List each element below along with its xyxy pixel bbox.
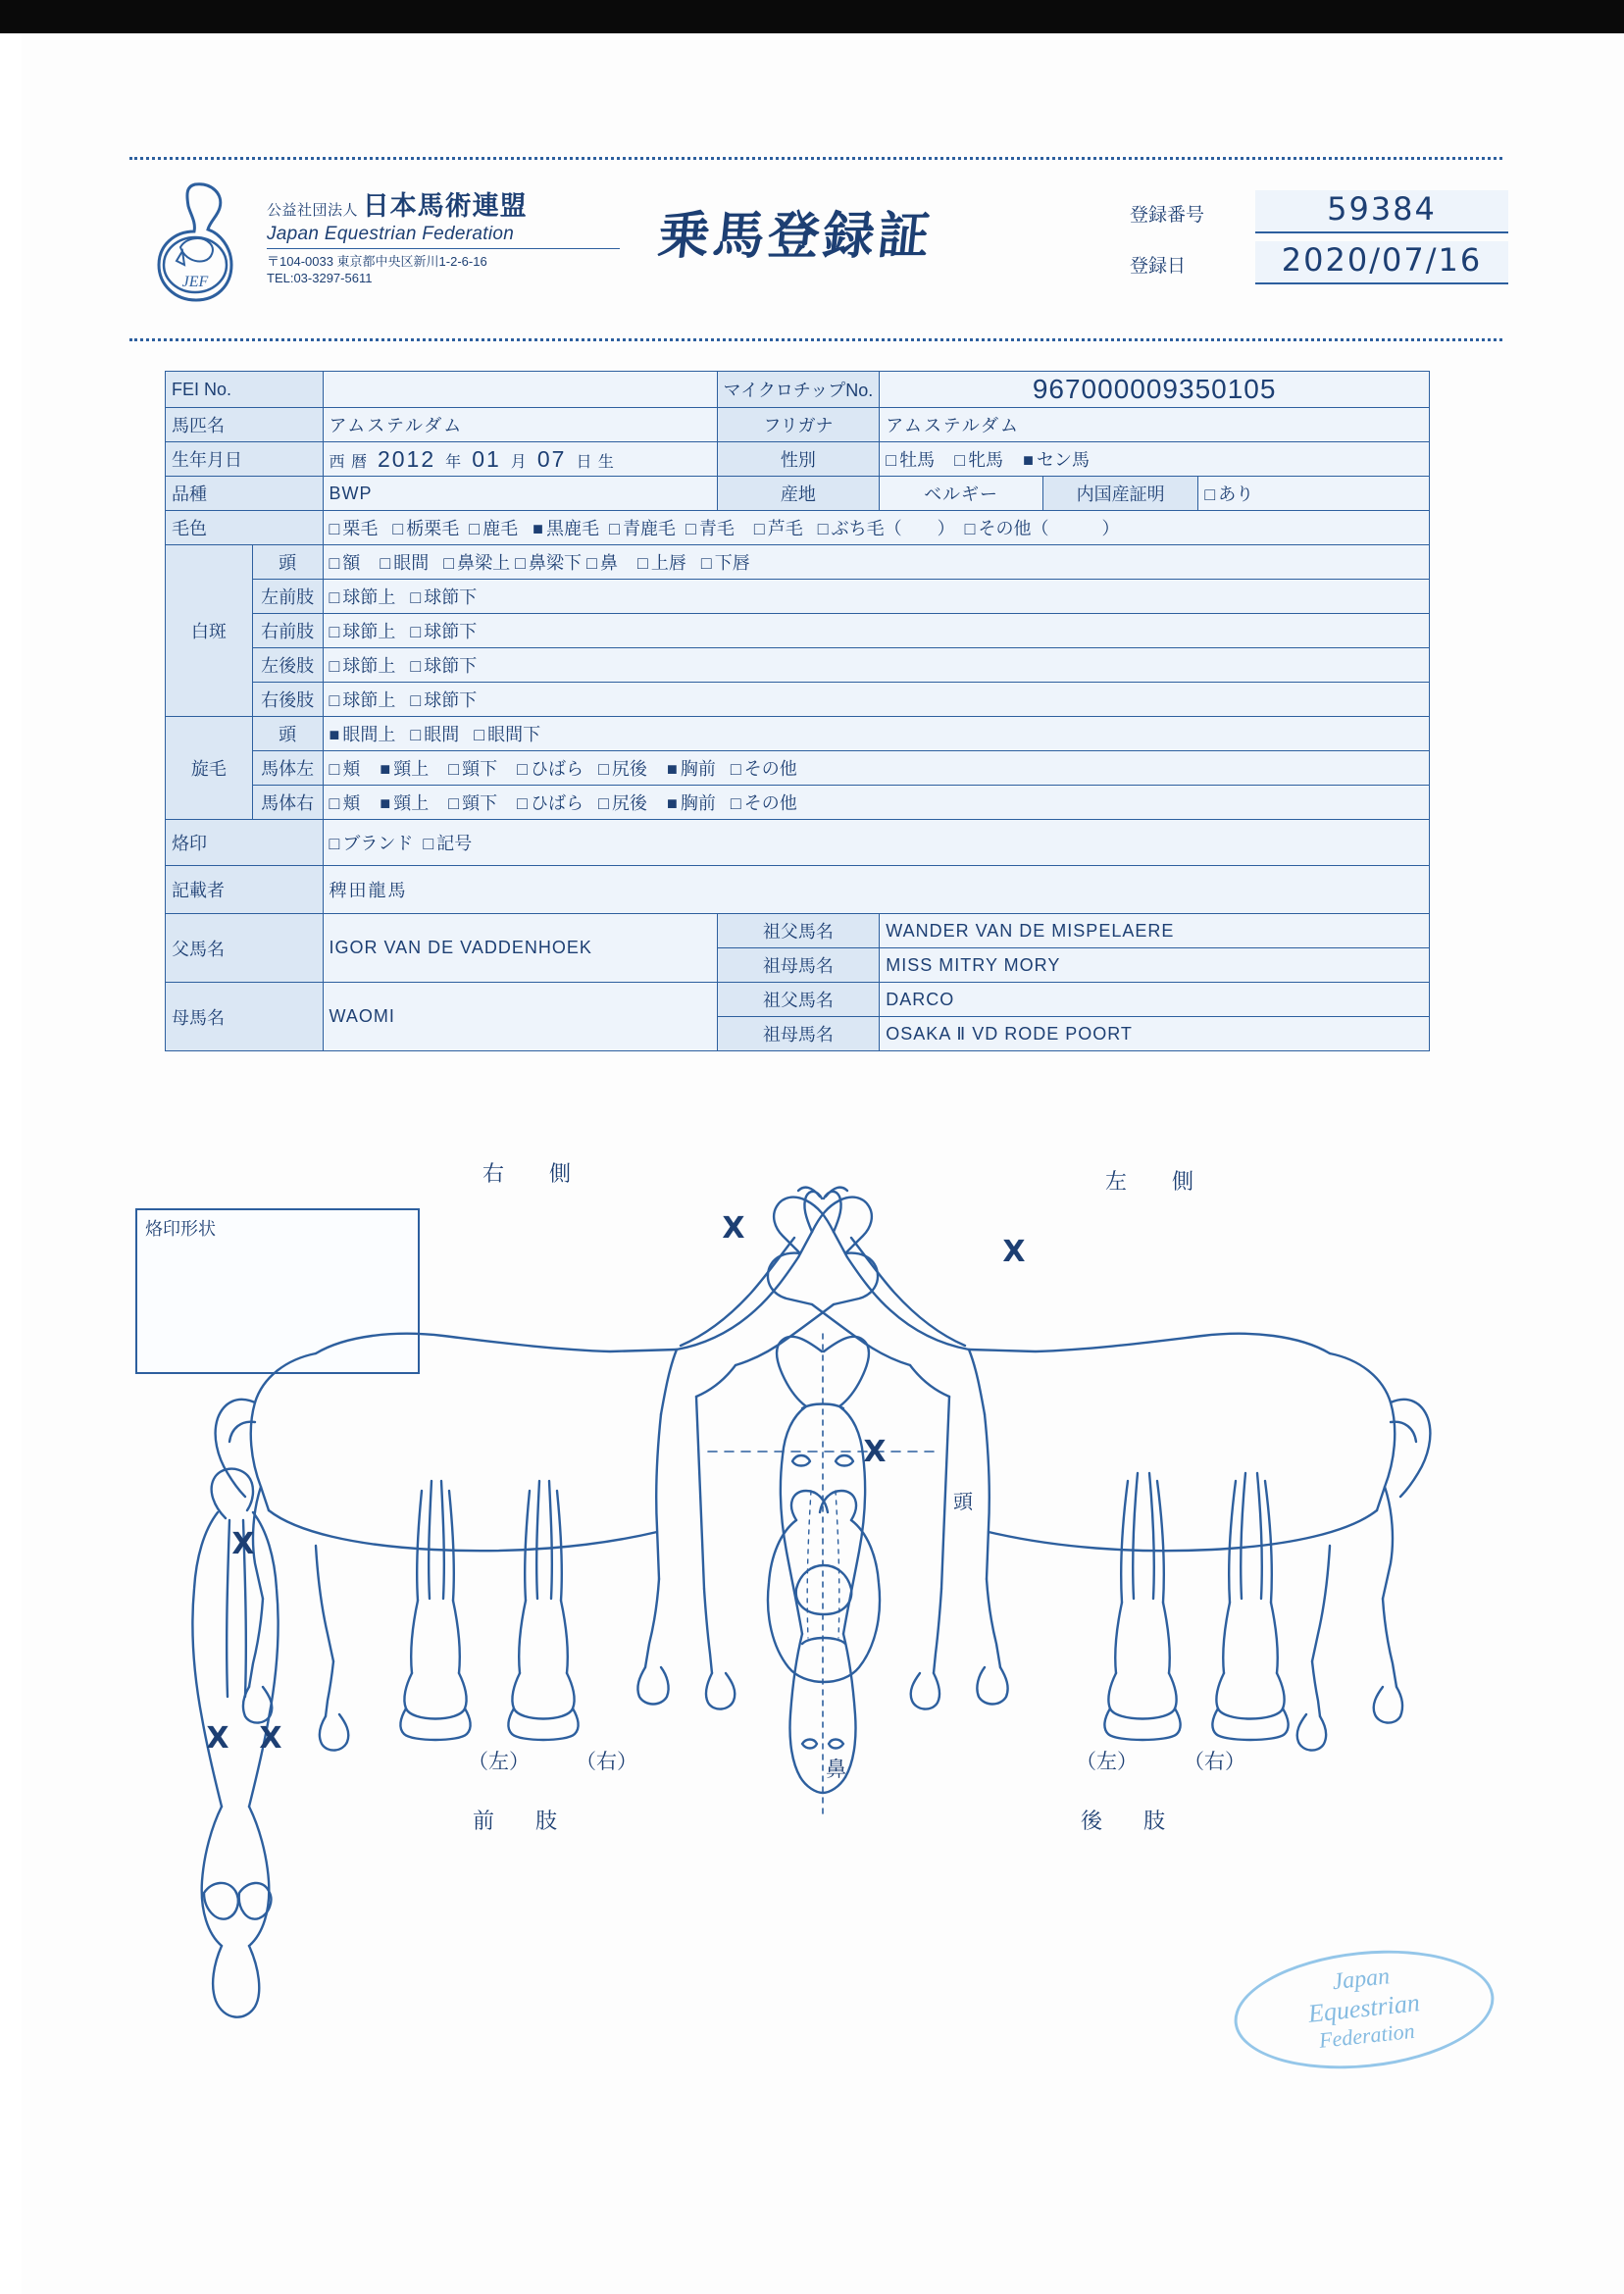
whorl-row-1-part: 馬体左 (252, 751, 323, 786)
birth-day-unit: 日 生 (576, 453, 615, 471)
checkbox-checked-icon: ■ (380, 759, 391, 779)
whorl-1-opt-2: □ 頸下 (448, 759, 498, 779)
table-row-fei (166, 372, 1430, 408)
checkbox-empty-icon: □ (964, 519, 976, 538)
white-row-1-options (323, 580, 1430, 614)
checkbox-empty-icon: □ (448, 793, 460, 813)
registration-number-label: 登録番号 (1130, 205, 1205, 226)
table-row-brand (166, 820, 1430, 866)
checkbox-checked-icon: ■ (666, 793, 678, 813)
stamp-line-3: Federation (1317, 2017, 1416, 2053)
white-row-0-part: 頭 (252, 545, 323, 580)
hind-limb-label: 後 肢 (1081, 1809, 1176, 1833)
checkbox-empty-icon: □ (1204, 484, 1216, 504)
mark-x-chest-left: X (206, 1721, 229, 1756)
sire-grandsire-value: WANDER VAN DE MISPELAERE (880, 914, 1430, 948)
coat-option-4 (609, 519, 676, 538)
table-row-horse-name (166, 408, 1430, 442)
sex-option-1-label: 牝馬 (968, 450, 1004, 470)
checkbox-empty-icon: □ (636, 553, 648, 573)
checkbox-checked-icon: ■ (329, 725, 340, 744)
birth-month-unit: 月 (510, 453, 528, 471)
coat-option-6-label: 芦毛 (767, 519, 803, 538)
white-row-4-options (323, 683, 1430, 717)
whorl-1-opt-3: □ ひばら (517, 759, 584, 779)
whorl-2-opt-1: ■ 頸上 (380, 793, 430, 813)
checkbox-empty-icon: □ (954, 450, 966, 470)
whorl-2-opt-0: □ 頬 (329, 793, 361, 813)
coat-option-2-label: 鹿毛 (482, 519, 519, 538)
coat-option-3-label: 黒鹿毛 (546, 519, 600, 538)
sex-label: 性別 (717, 442, 880, 477)
white-0-opt-2: □ 鼻梁上 (443, 553, 511, 573)
table-row-dam-grandsire (166, 983, 1430, 1017)
checkbox-empty-icon: □ (443, 553, 455, 573)
white-2-opt-1: □ 球節下 (410, 622, 478, 641)
white-row-2-options (323, 614, 1430, 648)
horse-name-value: アムステルダム (323, 408, 717, 442)
white-row-1-part: 左前肢 (252, 580, 323, 614)
white-row-3-part: 左後肢 (252, 648, 323, 683)
coat-option-7-label: ぶち毛（ ） (831, 519, 955, 538)
white-row-3-options (323, 648, 1430, 683)
birth-month: 01 (472, 445, 501, 472)
org-prefix: 公益社団法人 (267, 202, 359, 219)
sire-granddam-label: 祖母馬名 (717, 948, 880, 983)
checkbox-empty-icon: □ (515, 553, 527, 573)
sire-value: IGOR VAN DE VADDENHOEK (323, 914, 717, 983)
white-row-2-part: 右前肢 (252, 614, 323, 648)
registration-number-row (1130, 188, 1512, 239)
org-tel: TEL:03-3297-5611 (267, 271, 373, 285)
stamp-line-1: Japan (1331, 1963, 1392, 1996)
checkbox-empty-icon: □ (586, 553, 597, 573)
coat-option-6 (754, 519, 803, 538)
domestic-cert-option-label: あり (1218, 484, 1254, 504)
sex-option-2-label: セン馬 (1036, 450, 1090, 470)
checkbox-empty-icon: □ (329, 759, 340, 779)
table-row-white-rh (166, 683, 1430, 717)
whorl-1-opt-0: □ 頬 (329, 759, 361, 779)
white-3-opt-1: □ 球節下 (410, 656, 478, 676)
dam-value: WAOMI (323, 983, 717, 1051)
brand-label: 烙印 (166, 820, 324, 866)
coat-options (323, 511, 1430, 545)
brand-opt-1: □ 記号 (423, 834, 473, 853)
furigana-value: アムステルダム (880, 408, 1430, 442)
white-row-0-options (323, 545, 1430, 580)
origin-value: ベルギー (880, 477, 1043, 511)
whorl-1-opt-5: ■ 胸前 (666, 759, 716, 779)
birth-label: 生年月日 (166, 442, 324, 477)
whorl-row-0-part: 頭 (252, 717, 323, 751)
checkbox-empty-icon: □ (410, 690, 422, 710)
checkbox-empty-icon: □ (410, 725, 422, 744)
whorl-row-2-part: 馬体右 (252, 786, 323, 820)
org-name-en: Japan Equestrian Federation (267, 224, 515, 244)
whorl-0-opt-0: ■ 眼間上 (329, 725, 396, 744)
white-label: 白斑 (166, 545, 253, 717)
table-row-breed (166, 477, 1430, 511)
white-0-opt-3: □ 鼻梁下 (515, 553, 583, 573)
horse-outline-diagram (22, 1167, 1624, 2285)
whorl-row-1-options (323, 751, 1430, 786)
mark-x-chest-right: X (259, 1721, 282, 1756)
white-1-opt-1: □ 球節下 (410, 587, 478, 607)
origin-label: 産地 (717, 477, 880, 511)
white-3-opt-0: □ 球節上 (329, 656, 396, 676)
sex-option-0 (886, 450, 935, 470)
checkbox-empty-icon: □ (329, 622, 340, 641)
checkbox-checked-icon: ■ (380, 793, 391, 813)
whorl-row-2-options (323, 786, 1430, 820)
table-row-sire-grandsire (166, 914, 1430, 948)
mark-x-left-neck: X (722, 1211, 745, 1246)
horse-details-table (165, 371, 1430, 1051)
table-row-white-lf (166, 580, 1430, 614)
table-row-writer (166, 866, 1430, 914)
hind-right-label: （右） (1184, 1751, 1245, 1773)
whorl-1-opt-6: □ その他 (730, 759, 797, 779)
mark-x-right-neck: X (1002, 1235, 1026, 1269)
checkbox-checked-icon: ■ (1023, 450, 1034, 470)
whorl-2-opt-5: ■ 胸前 (666, 793, 716, 813)
page-title: 乗馬登録証 (655, 207, 937, 266)
front-left-label: （左） (468, 1751, 530, 1773)
whorl-1-opt-1: ■ 頸上 (380, 759, 430, 779)
header-divider-top (129, 157, 1502, 160)
birth-year: 2012 (377, 445, 436, 472)
white-0-opt-0: □ 額 (329, 553, 361, 573)
checkbox-empty-icon: □ (329, 519, 340, 538)
coat-option-4-label: 青鹿毛 (622, 519, 676, 538)
checkbox-empty-icon: □ (730, 759, 741, 779)
dam-grandsire-label: 祖父馬名 (717, 983, 880, 1017)
stamp-line-2: Equestrian (1306, 1988, 1422, 2028)
whorl-0-opt-1: □ 眼間 (410, 725, 460, 744)
breed-label: 品種 (166, 477, 324, 511)
birth-day: 07 (536, 445, 567, 472)
table-row-whorl-head (166, 717, 1430, 751)
registration-date-value: 2020/07/16 (1255, 241, 1508, 284)
table-row-birth (166, 442, 1430, 477)
mark-x-head-front: X (863, 1435, 887, 1469)
front-right-label: （右） (576, 1751, 637, 1773)
sire-label: 父馬名 (166, 914, 324, 983)
nose-label: 鼻 (826, 1759, 846, 1781)
checkbox-empty-icon: □ (423, 834, 434, 853)
checkbox-empty-icon: □ (329, 834, 340, 853)
horse-diagram-area (22, 1161, 1624, 2285)
birth-prefix: 西 暦 (329, 453, 368, 471)
fei-value (323, 372, 717, 408)
registration-block (1130, 188, 1512, 290)
whorl-row-0-options (323, 717, 1430, 751)
checkbox-empty-icon: □ (410, 656, 422, 676)
coat-option-3 (533, 519, 599, 538)
checkbox-empty-icon: □ (392, 519, 404, 538)
white-4-opt-1: □ 球節下 (410, 690, 478, 710)
table-row-white-head (166, 545, 1430, 580)
svg-text:JEF: JEF (181, 274, 209, 290)
table-row-white-lh (166, 648, 1430, 683)
registration-date-row (1130, 239, 1512, 290)
whorl-2-opt-2: □ 頸下 (448, 793, 498, 813)
white-row-4-part: 右後肢 (252, 683, 323, 717)
checkbox-empty-icon: □ (469, 519, 481, 538)
checkbox-empty-icon: □ (517, 793, 529, 813)
coat-option-1 (392, 519, 459, 538)
writer-label: 記載者 (166, 866, 324, 914)
table-row-whorl-left (166, 751, 1430, 786)
org-address: 〒104-0033 東京都中央区新川1-2-6-16 (267, 248, 620, 270)
table-row-whorl-right (166, 786, 1430, 820)
hind-left-label: （左） (1076, 1751, 1138, 1773)
brand-opt-0: □ ブランド (329, 834, 414, 853)
left-side-label: 左 側 (1105, 1169, 1206, 1194)
horse-name-label: 馬匹名 (166, 408, 324, 442)
white-1-opt-0: □ 球節上 (329, 587, 396, 607)
checkbox-empty-icon: □ (685, 519, 696, 538)
table-row-white-rf (166, 614, 1430, 648)
whorl-label: 旋毛 (166, 717, 253, 820)
checkbox-empty-icon: □ (474, 725, 485, 744)
checkbox-empty-icon: □ (329, 690, 340, 710)
checkbox-empty-icon: □ (730, 793, 741, 813)
table-row-coat (166, 511, 1430, 545)
sire-grandsire-label: 祖父馬名 (717, 914, 880, 948)
dam-grandsire-value: DARCO (880, 983, 1430, 1017)
coat-option-0 (330, 519, 379, 538)
whorl-0-opt-2: □ 眼間下 (474, 725, 541, 744)
right-side-label: 右 側 (482, 1161, 584, 1186)
coat-option-0-label: 栗毛 (342, 519, 379, 538)
coat-label: 毛色 (166, 511, 324, 545)
checkbox-empty-icon: □ (817, 519, 829, 538)
whorl-2-opt-3: □ ひばら (517, 793, 584, 813)
checkbox-empty-icon: □ (609, 519, 620, 538)
scan-edge-top (0, 0, 1624, 33)
coat-option-8 (965, 519, 1120, 538)
sex-option-2 (1023, 450, 1090, 470)
org-name-ja: 日本馬術連盟 (362, 191, 528, 221)
header-divider-bottom (129, 338, 1502, 341)
coat-option-5 (685, 519, 735, 538)
checkbox-empty-icon: □ (448, 759, 460, 779)
brand-shape-label: 烙印形状 (145, 1219, 216, 1239)
writer-value: 稗田龍馬 (323, 866, 1430, 914)
breed-value: BWP (323, 477, 717, 511)
registration-date-label: 登録日 (1130, 256, 1187, 277)
dam-granddam-label: 祖母馬名 (717, 1017, 880, 1051)
domestic-cert-option (1198, 477, 1430, 511)
birth-value (323, 442, 717, 477)
checkbox-empty-icon: □ (329, 793, 340, 813)
whorl-2-opt-4: □ 尻後 (598, 793, 647, 813)
checkbox-empty-icon: □ (329, 656, 340, 676)
fei-label: FEI No. (166, 372, 324, 408)
brand-options (323, 820, 1430, 866)
furigana-label: フリガナ (717, 408, 880, 442)
whorl-1-opt-4: □ 尻後 (598, 759, 647, 779)
sire-granddam-value: MISS MITRY MORY (880, 948, 1430, 983)
front-limb-label: 前 肢 (473, 1809, 568, 1833)
coat-option-8-label: その他（ ） (978, 519, 1120, 538)
white-0-opt-6: □ 下唇 (700, 553, 750, 573)
white-0-opt-5: □ 上唇 (636, 553, 686, 573)
checkbox-empty-icon: □ (886, 450, 897, 470)
checkbox-empty-icon: □ (517, 759, 529, 779)
domestic-cert-label: 内国産証明 (1042, 477, 1198, 511)
sex-option-1 (954, 450, 1003, 470)
coat-option-7 (818, 519, 955, 538)
whorl-2-opt-6: □ その他 (730, 793, 797, 813)
checkbox-empty-icon: □ (410, 622, 422, 641)
checkbox-checked-icon: ■ (533, 519, 544, 538)
checkbox-checked-icon: ■ (666, 759, 678, 779)
head-label: 頭 (953, 1492, 973, 1513)
microchip-value: 967000009350105 (880, 372, 1430, 408)
checkbox-empty-icon: □ (410, 587, 422, 607)
microchip-label: マイクロチップNo. (717, 372, 880, 408)
checkbox-empty-icon: □ (700, 553, 712, 573)
sex-option-0-label: 牡馬 (899, 450, 936, 470)
checkbox-empty-icon: □ (598, 793, 609, 813)
white-0-opt-1: □ 眼間 (380, 553, 430, 573)
organization-block (267, 184, 620, 285)
sex-options (880, 442, 1430, 477)
document-header (129, 157, 1502, 343)
checkbox-empty-icon: □ (753, 519, 765, 538)
white-4-opt-0: □ 球節上 (329, 690, 396, 710)
checkbox-empty-icon: □ (329, 587, 340, 607)
registration-number-value: 59384 (1255, 190, 1508, 233)
checkbox-empty-icon: □ (329, 553, 340, 573)
white-0-opt-4: □ 鼻 (586, 553, 618, 573)
dam-granddam-value: OSAKA Ⅱ VD RODE POORT (880, 1017, 1430, 1051)
mark-x-head-top: X (231, 1527, 255, 1561)
jef-logo-icon (141, 178, 259, 306)
checkbox-empty-icon: □ (380, 553, 391, 573)
coat-option-2 (469, 519, 518, 538)
checkbox-empty-icon: □ (598, 759, 609, 779)
coat-option-5-label: 青毛 (698, 519, 735, 538)
coat-option-1-label: 栃栗毛 (406, 519, 460, 538)
dam-label: 母馬名 (166, 983, 324, 1051)
white-2-opt-0: □ 球節上 (329, 622, 396, 641)
birth-year-unit: 年 (445, 453, 463, 471)
